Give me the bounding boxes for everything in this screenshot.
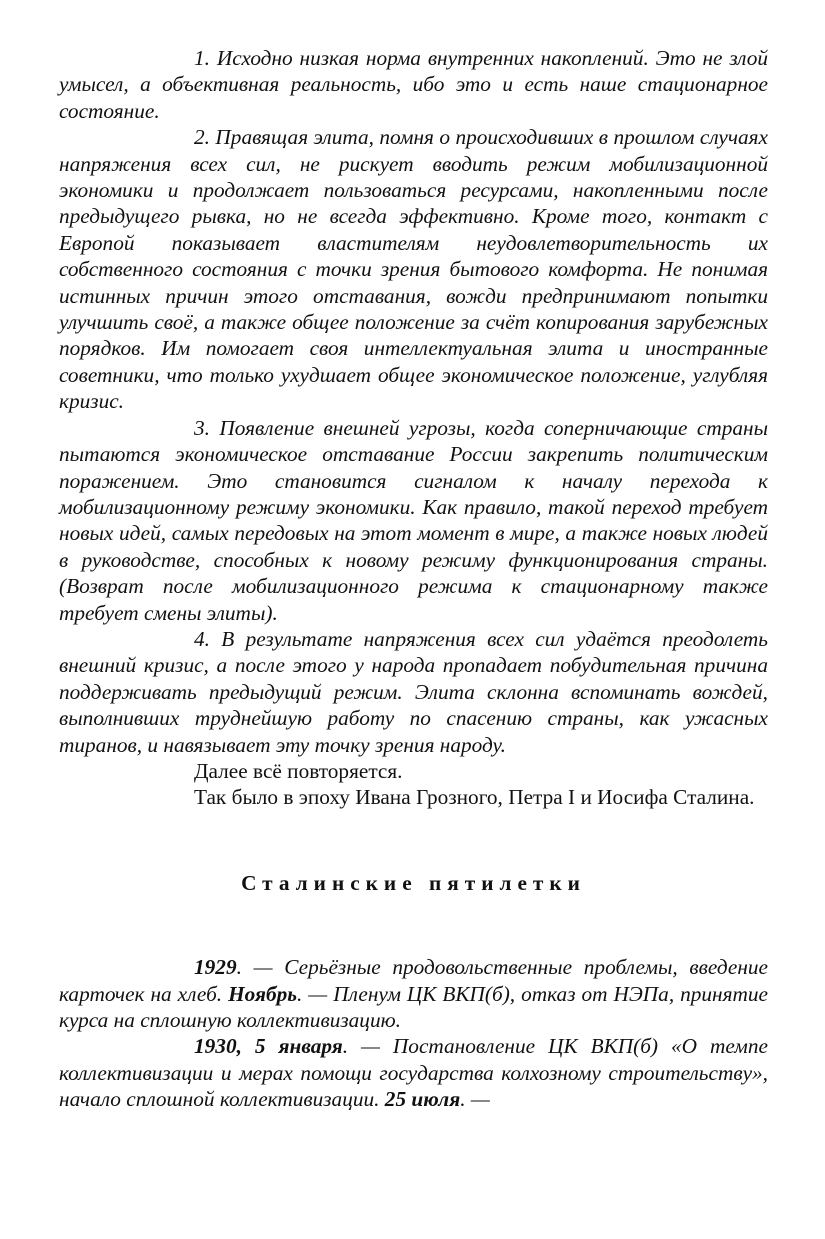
chronicle-month: Ноябрь — [228, 981, 298, 1006]
document-page — [59, 45, 768, 1113]
chronicle-entry-1929 — [59, 954, 768, 1033]
chronicle-text: . — Постановление ЦК ВКП(б) «О темпе коллективизации и мерах помощи государства колхозному строительству», начало сплошной коллективизации. — [59, 1034, 768, 1112]
paragraph-1: 1. Исходно низкая норма внутренних накоплений. Это не злой умысел, а объективная реальность, ибо это и есть наше стационарное состояние. — [59, 46, 768, 123]
chronicle-date: 25 июля — [384, 1087, 461, 1112]
paragraph-6: Так было в эпоху Ивана Грозного, Петра I и Иосифа Сталина. — [194, 785, 755, 810]
chronicle-text: . — Серьёзные продовольственные проблемы, введение карточек на хлеб. — [59, 955, 768, 1006]
paragraph-3: 3. Появление внешней угрозы, когда соперничающие страны пытаются экономическое отставание России закрепить политическим поражением. Это становится сигналом к началу перехода к мобилизационному режиму экономики. Как правило, такой переход требует новых идей, самых передовых на этот момент в мире, а также новых людей в руководстве, способных к новому режиму функционирования страны. (Возврат после мобилизационного режима к стационарному также требует смены элиты). — [59, 415, 768, 625]
paragraph-4: 4. В результате напряжения всех сил удаётся преодолеть внешний кризис, а после этого у народа пропадает побудительная причина поддерживать предыдущий режим. Элита склонна вспоминать вождей, выполнивших труднейшую работу по спасению страны, как ужасных тиранов, и навязывает эту точку зрения народу. — [59, 626, 768, 757]
chronicle-text: . — — [460, 1087, 490, 1112]
chronicle-year: 1929 — [194, 955, 237, 980]
paragraph-2: 2. Правящая элита, помня о происходивших в прошлом случаях напряжения всех сил, не рискует вводить режим мобилизационной экономики и продолжает пользоваться ресурсами, накопленными после предыдущего рывка, но не всегда эффективно. Кроме того, контакт с Европой показывает властителям неудовлетворительность их собственного состояния с точки зрения бытового комфорта. Не понимая истинных причин этого отставания, вожди предпринимают попытки улучшить своё, а также общее положение за счёт копирования зарубежных порядков. Им помогает своя интеллектуальная элита и иностранные советники, что только ухудшает общее экономическое положение, углубляя кризис. — [59, 125, 768, 414]
chronicle-text: . — Пленум ЦК ВКП(б), отказ от НЭПа, принятие курса на сплошную коллективизацию. — [59, 981, 768, 1032]
chronicle-entry-1930 — [59, 1033, 768, 1112]
section-heading: Сталинские пятилетки — [241, 870, 586, 895]
chronicle-date: 1930, 5 января — [194, 1034, 343, 1059]
paragraph-5: Далее всё повторяется. — [194, 758, 403, 783]
